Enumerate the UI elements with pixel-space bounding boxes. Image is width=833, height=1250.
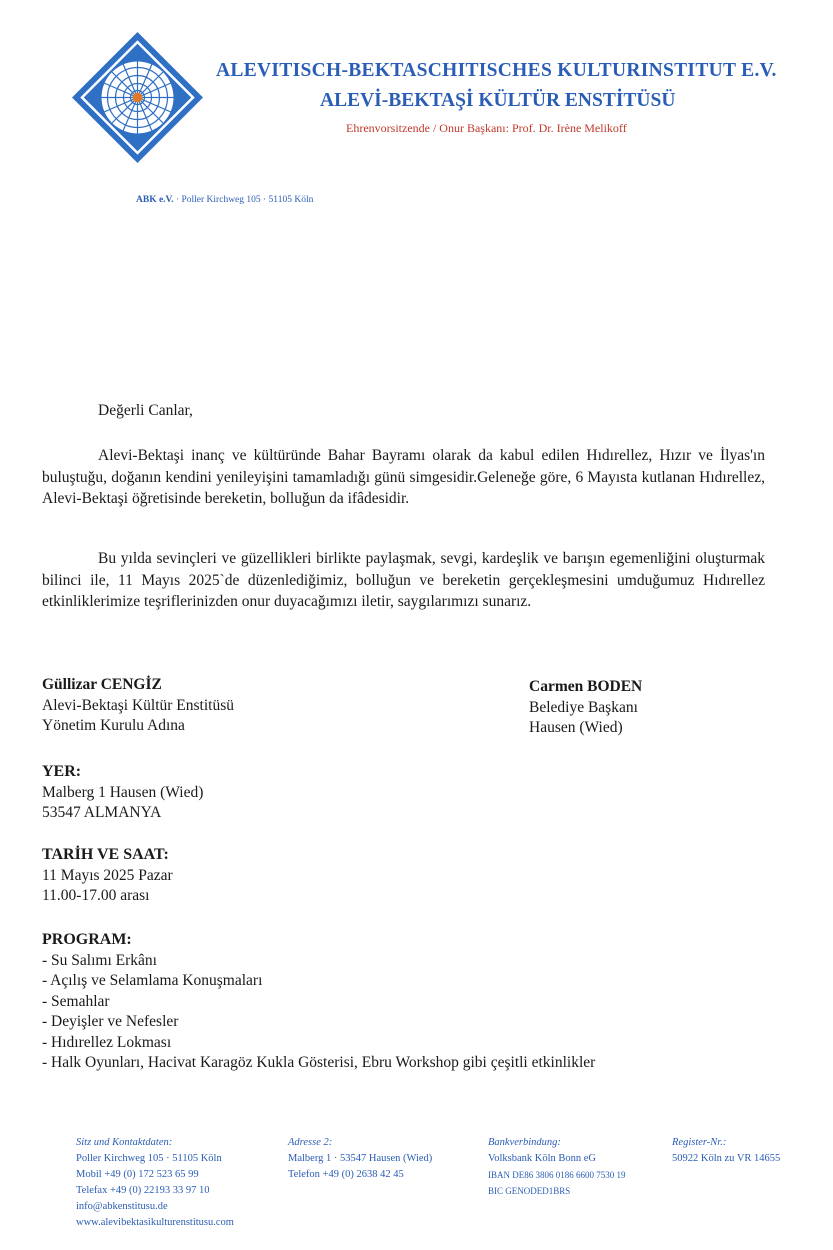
org-name-turkish: ALEVİ-BEKTAŞİ KÜLTÜR ENSTİTÜSÜ — [320, 90, 676, 111]
sender-address — [136, 195, 313, 205]
venue-heading: YER: — [42, 763, 82, 780]
program-item: - Hıdırellez Lokması — [42, 1033, 172, 1051]
sender-street: · Poller Kirchweg 105 · 51105 Köln — [173, 195, 314, 205]
footer-line: Mobil +49 (0) 172 523 65 99 — [76, 1169, 199, 1180]
footer-address-heading: Adresse 2: — [288, 1137, 333, 1148]
salutation: Değerli Canlar, — [98, 402, 193, 419]
footer-line: 50922 Köln zu VR 14655 — [672, 1153, 781, 1164]
footer-contact-heading: Sitz und Kontaktdaten: — [76, 1137, 173, 1148]
paragraph-1-text: Alevi-Bektaşi inanç ve kültüründe Bahar Bayramı olarak da kabul edilen Hıdırellez, Hızır ve İlyas'ın buluştuğu, doğanın kendini yenileyişini tamamladığı günü simgesidir.Geleneğe göre, 6 Mayısta kutlanan Hıdırellez, Alevi-Bektaşi öğretisinde bereketin, bolluğun da ifâdesidir. — [42, 447, 765, 507]
footer-bank — [488, 1135, 626, 1199]
footer-contact — [76, 1135, 234, 1231]
paragraph-2 — [42, 548, 765, 613]
sender-abbr: ABK e.V. — [136, 195, 174, 205]
paragraph-2-text: Bu yılda sevinçleri ve güzellikleri birlikte paylaşmak, sevgi, kardeşlik ve barışın egemenliğini oluşturmak bilinci ile, 11 Mayıs 2025`de düzenlediğimiz, bolluğun ve bereketin gerçekleşmesini umduğumuz Hıdırellez etkinliklerimize teşriflerinizden onur duyacağımızı iletir, saygılarımızı sunarız. — [42, 550, 765, 610]
signer-place-right: Hausen (Wied) — [529, 719, 623, 736]
org-name-german: ALEVITISCH-BEKTASCHITISCHES KULTURINSTITUT E.V. — [216, 60, 777, 81]
honorary-chair: Ehrenvorsitzende / Onur Başkanı: Prof. Dr. Irène Melikoff — [346, 121, 627, 135]
signer-org-left: Alevi-Bektaşi Kültür Enstitüsü — [42, 696, 235, 714]
program-item: - Su Salımı Erkânı — [42, 951, 157, 969]
program-heading: PROGRAM: — [42, 931, 132, 948]
program-item: - Semahlar — [42, 992, 110, 1010]
paragraph-1 — [42, 445, 765, 510]
signer-role-left: Yönetim Kurulu Adına — [42, 717, 185, 734]
footer-register-heading: Register-Nr.: — [672, 1137, 727, 1148]
signer-role-right: Belediye Başkanı — [529, 698, 638, 716]
program-item: - Açılış ve Selamlama Konuşmaları — [42, 972, 263, 989]
spider-web-diamond-logo-icon — [70, 30, 205, 165]
datetime-line-2: 11.00-17.00 arası — [42, 887, 150, 904]
footer-line: Poller Kirchweg 105 · 51105 Köln — [76, 1153, 222, 1164]
datetime-line-1: 11 Mayıs 2025 Pazar — [42, 866, 173, 884]
program-block — [42, 930, 595, 1074]
program-item: - Halk Oyunları, Hacivat Karagöz Kukla Gösterisi, Ebru Workshop gibi çeşitli etkinlikler — [42, 1054, 596, 1071]
program-item: - Deyişler ve Nefesler — [42, 1013, 179, 1030]
footer-line: Malberg 1 · 53547 Hausen (Wied) — [288, 1153, 433, 1164]
footer-website: www.alevibektasikulturenstitusu.com — [76, 1217, 234, 1228]
signer-name-right: Carmen BODEN — [529, 678, 643, 695]
datetime-block — [42, 845, 173, 907]
footer-line: Telefax +49 (0) 22193 33 97 10 — [76, 1185, 210, 1196]
footer-bank-heading: Bankverbindung: — [488, 1137, 561, 1148]
venue-block — [42, 762, 203, 824]
venue-line-1: Malberg 1 Hausen (Wied) — [42, 783, 204, 801]
footer-email: info@abkenstitusu.de — [76, 1201, 168, 1212]
signature-right — [529, 677, 642, 739]
footer-bic: BIC GENODED1BRS — [488, 1186, 571, 1196]
footer-iban: IBAN DE86 3806 0186 6600 7530 19 — [488, 1170, 626, 1180]
footer-address-2 — [288, 1135, 432, 1183]
footer-line: Telefon +49 (0) 2638 42 45 — [288, 1169, 404, 1180]
venue-line-2: 53547 ALMANYA — [42, 804, 162, 821]
signer-name-left: Güllizar CENGİZ — [42, 676, 162, 693]
footer-register — [672, 1135, 780, 1167]
footer-line: Volksbank Köln Bonn eG — [488, 1153, 597, 1164]
signature-left — [42, 675, 234, 737]
datetime-heading: TARİH VE SAAT: — [42, 846, 169, 863]
